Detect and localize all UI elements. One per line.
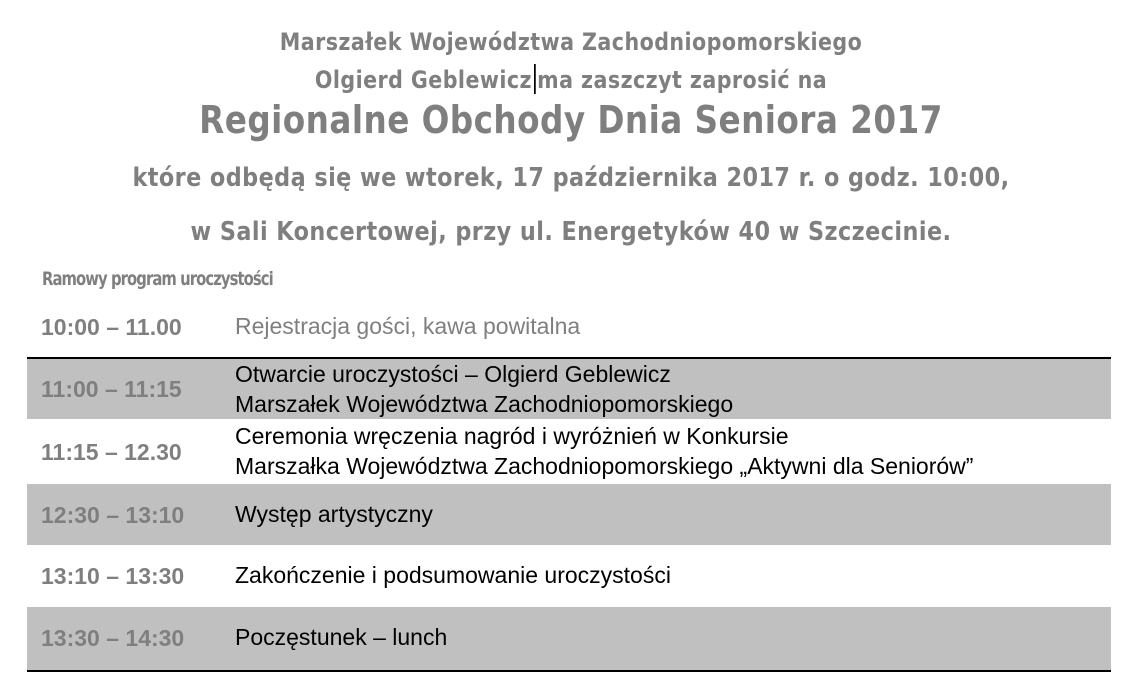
invitation-line <box>80 64 1062 94</box>
row-description: Występ artystyczny <box>235 501 433 527</box>
event-date: które odbędą się we wtorek, 17 października 2017 r. o godz. 10:00, <box>132 163 1010 193</box>
row-description: Ceremonia wręczenia nagród i wyróżnień w Konkursie <box>235 423 789 449</box>
table-row <box>27 359 1111 419</box>
row-time: 11:15 – 12.30 <box>41 439 182 465</box>
row-description-2: Marszałka Województwa Zachodniopomorskiego „Aktywni dla Seniorów” <box>235 453 974 479</box>
table-row <box>27 545 1111 607</box>
invitation-phrase: ma zaszczyt zaprosić na <box>537 66 828 94</box>
text-cursor <box>534 64 536 94</box>
table-row <box>27 607 1111 670</box>
row-time: 12:30 – 13:10 <box>41 502 185 528</box>
row-time: 11:00 – 11:15 <box>41 376 182 402</box>
row-description: Poczęstunek – lunch <box>235 624 448 650</box>
marshal-name: Olgierd Geblewicz <box>314 66 532 94</box>
row-time: 13:30 – 14:30 <box>41 625 185 651</box>
event-title: Regionalne Obchody Dnia Seniora 2017 <box>199 98 943 142</box>
row-time: 13:10 – 13:30 <box>41 563 185 589</box>
table-row <box>27 484 1111 545</box>
row-time: 10:00 – 11.00 <box>41 314 182 340</box>
marshal-title: Marszałek Województwa Zachodniopomorskiego <box>279 28 863 56</box>
event-venue: w Sali Koncertowej, przy ul. Energetyków 40 w Szczecinie. <box>190 217 952 247</box>
program-title: Ramowy program uroczystości <box>42 268 273 290</box>
row-description: Rejestracja gości, kawa powitalna <box>235 313 581 339</box>
table-bottom-rule <box>27 670 1111 672</box>
table-row <box>27 297 1111 357</box>
table-row <box>27 421 1111 483</box>
row-description: Zakończenie i podsumowanie uroczystości <box>235 562 671 588</box>
row-description: Otwarcie uroczystości – Olgierd Geblewicz <box>235 361 671 387</box>
row-description-2: Marszałek Województwa Zachodniopomorskiego <box>235 391 734 417</box>
